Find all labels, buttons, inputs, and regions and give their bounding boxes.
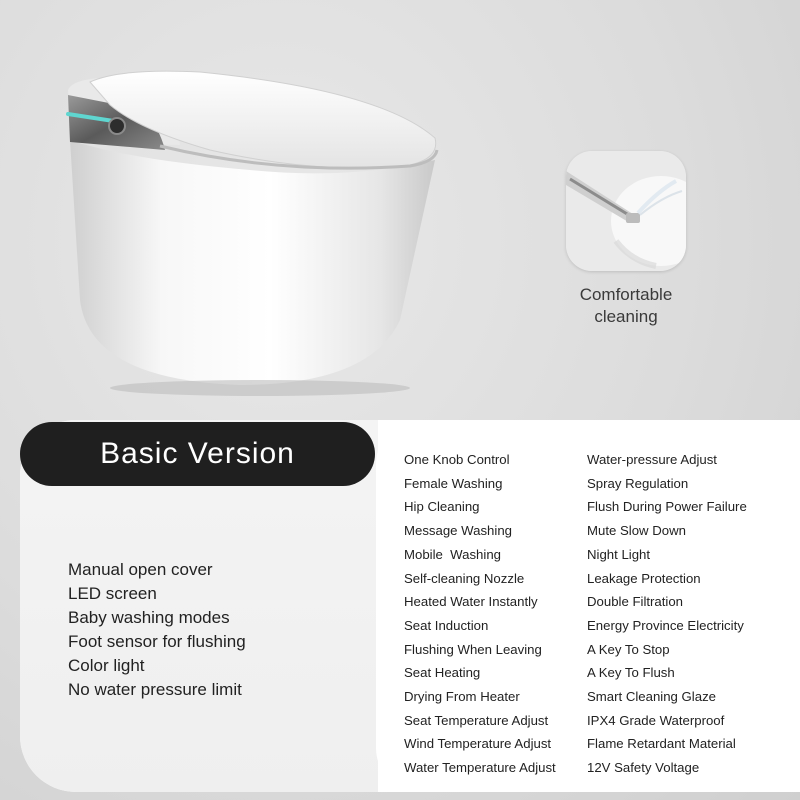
caption-line: Comfortable (579, 285, 673, 304)
list-item: Message Washing (404, 523, 512, 539)
basic-feature-list (68, 558, 246, 702)
feature-column-2 (587, 448, 747, 780)
feature-column-1 (404, 448, 556, 780)
list-item: Foot sensor for flushing (68, 632, 246, 651)
list-item: Self-cleaning Nozzle (404, 570, 525, 586)
caption-line: cleaning (594, 307, 658, 326)
list-item: A Key To Stop (587, 641, 670, 657)
list-item: A Key To Flush (587, 665, 675, 681)
list-item: Seat Induction (404, 617, 489, 633)
list-item: Water Temperature Adjust (404, 760, 556, 776)
list-item: Spray Regulation (587, 475, 689, 491)
list-item: No water pressure limit (68, 680, 242, 699)
list-item: Wind Temperature Adjust (404, 736, 552, 752)
list-item: Flush During Power Failure (587, 499, 747, 515)
list-item: Smart Cleaning Glaze (587, 689, 717, 705)
list-item: Color light (68, 656, 145, 675)
version-title-pill (20, 422, 375, 486)
smart-toilet-image (50, 50, 450, 400)
list-item: Hip Cleaning (404, 499, 480, 515)
nozzle-spray-image (566, 151, 686, 271)
list-item: Female Washing (404, 475, 503, 491)
list-item: Flame Retardant Material (587, 736, 736, 752)
list-item: LED screen (68, 584, 157, 603)
list-item: Energy Province Electricity (587, 617, 744, 633)
list-item: Leakage Protection (587, 570, 701, 586)
list-item: Drying From Heater (404, 689, 520, 705)
version-title: Basic Version (100, 437, 295, 470)
list-item: Heated Water Instantly (404, 594, 538, 610)
list-item: Night Light (587, 546, 651, 562)
list-item: Mobile Washing (404, 546, 501, 562)
list-item: Flushing When Leaving (404, 641, 542, 657)
list-item: Double Filtration (587, 594, 684, 610)
list-item: Seat Heating (404, 665, 481, 681)
list-item: IPX4 Grade Waterproof (587, 712, 725, 728)
list-item: Manual open cover (68, 560, 213, 579)
list-item: Mute Slow Down (587, 523, 686, 539)
list-item: Seat Temperature Adjust (404, 712, 549, 728)
callout-caption (556, 284, 696, 328)
cleaning-nozzle-thumbnail (566, 151, 686, 271)
list-item: One Knob Control (404, 452, 510, 467)
list-item: Water-pressure Adjust (587, 452, 717, 467)
list-item: 12V Safety Voltage (587, 760, 700, 776)
list-item: Baby washing modes (68, 608, 230, 627)
